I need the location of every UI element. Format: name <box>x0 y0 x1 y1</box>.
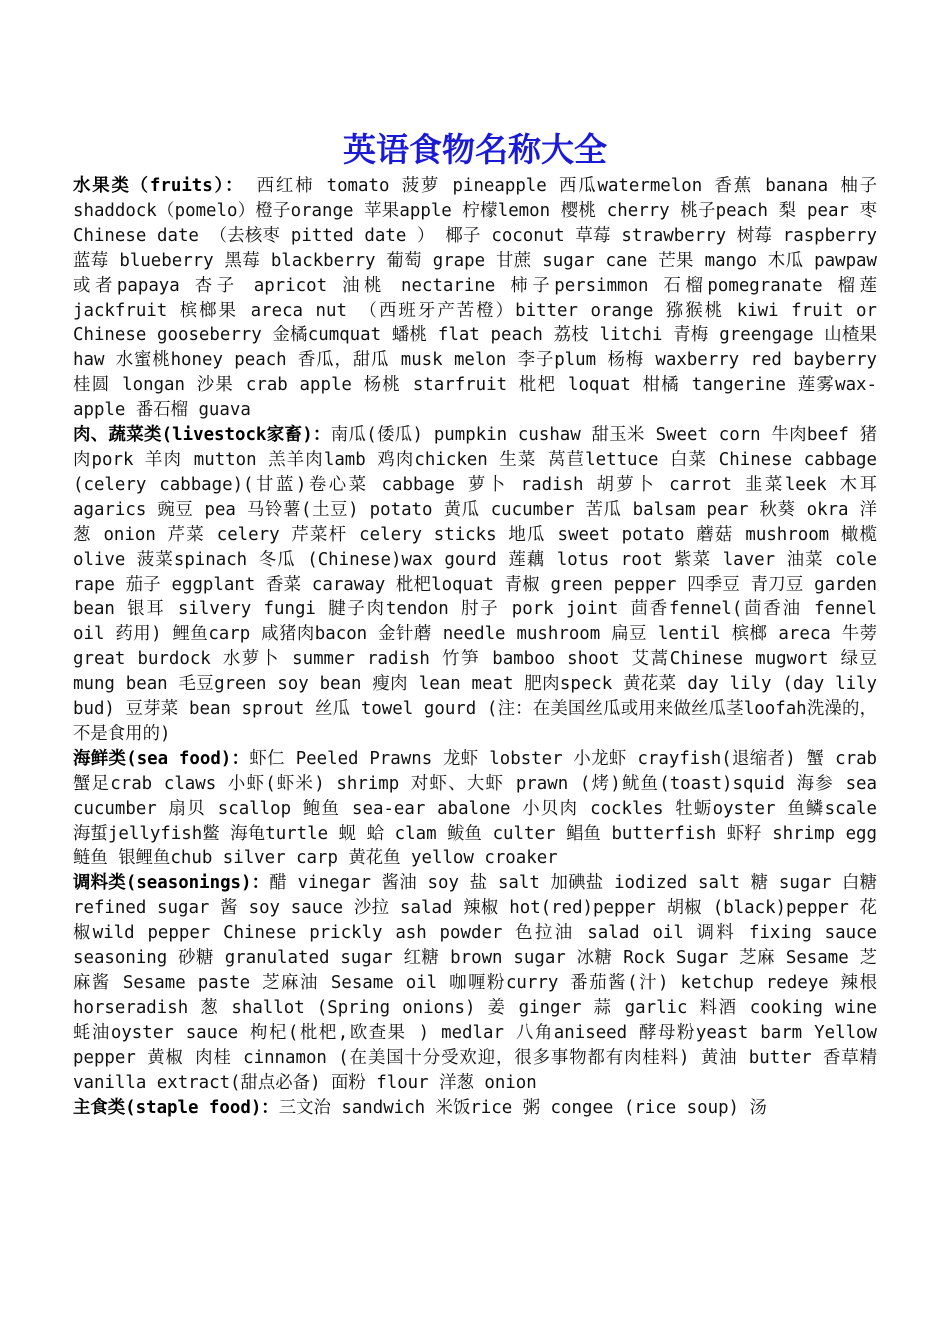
section-text: 虾仁 Peeled Prawns 龙虾 lobster 小龙虾 crayfish(退缩者) 蟹 crab 蟹足crab claws 小虾(虾米) shrimp 对虾、大虾 prawn (烤)鱿鱼(toast)squid 海参 sea cucumber 扇贝 scallop 鲍鱼 sea-ear abalone 小贝肉 cockles 牡蛎oyster 鱼鳞scale 海蜇jellyfish鳖 海龟turtle 蚬 蛤 clam 鲅鱼 culter 鲳鱼 butterfish 虾籽 shrimp egg 鲢鱼 银鲤鱼chub silver carp 黄花鱼 yellow croaker <box>73 748 878 869</box>
section-staple-food <box>73 1096 877 1121</box>
section-heading: 水果类（fruits）： <box>73 176 245 196</box>
document-body <box>73 174 877 1120</box>
section-text: 南瓜(倭瓜) pumpkin cushaw 甜玉米 Sweet corn 牛肉beef 猪肉pork 羊肉 mutton 羔羊肉lamb 鸡肉chicken 生菜 莴苣lettuce 白菜 Chinese cabbage (celery cabbage)(甘蓝)卷心菜 cabbage 萝卜 radish 胡萝卜 carrot 韭菜leek 木耳 agarics 豌豆 pea 马铃薯(土豆) potato 黄瓜 cucumber 苦瓜 balsam pear 秋葵 okra 洋葱 onion 芹菜 celery 芹菜杆 celery sticks 地瓜 sweet potato 蘑菇 mushroom 橄榄 olive 菠菜spinach 冬瓜 (Chinese)wax gourd 莲藕 lotus root 紫菜 laver 油菜 cole rape 茄子 eggplant 香菜 caraway 枇杷loquat 青椒 green pepper 四季豆 青刀豆 garden bean 银耳 silvery fungi 腱子肉tendon 肘子 pork joint 茴香fennel(茴香油 fennel oil 药用) 鲤鱼carp 咸猪肉bacon 金针蘑 needle mushroom 扁豆 lentil 槟榔 areca 牛蒡great burdock 水萝卜 summer radish 竹笋 bamboo shoot 艾蒿Chinese mugwort 绿豆mung bean 毛豆green soy bean 瘦肉 lean meat 肥肉speck 黄花菜 day lily (day lily bud) 豆芽菜 bean sprout 丝瓜 towel gourd (注：在美国丝瓜或用来做丝瓜茎loofah洗澡的，不是食用的) <box>73 425 878 744</box>
section-seasonings <box>73 871 877 1095</box>
section-meat-vegetables <box>73 423 877 747</box>
section-heading: 肉、蔬菜类(livestock家畜)： <box>73 425 331 446</box>
section-fruits <box>73 174 877 423</box>
document-title: 英语食物名称大全 <box>343 130 607 169</box>
section-heading: 海鲜类(sea food)： <box>73 748 250 769</box>
section-heading: 调料类(seasonings)： <box>73 873 270 894</box>
section-seafood <box>73 747 877 872</box>
section-text: 西红柿 tomato 菠萝 pineapple 西瓜watermelon 香蕉 banana 柚子 shaddock（pomelo）橙子orange 苹果apple 柠檬lemon 樱桃 cherry 桃子peach 梨 pear 枣Chinese date （去核枣 pitted date ） 椰子 coconut 草莓 strawberry 树莓 raspberry 蓝莓 blueberry 黑莓 blackberry 葡萄 grape 甘蔗 sugar cane 芒果 mango 木瓜 pawpaw或者papaya 杏子 apricot 油桃 nectarine 柿子persimmon 石榴pomegranate 榴莲 jackfruit 槟榔果 areca nut （西班牙产苦橙）bitter orange 猕猴桃 kiwi fruit or Chinese gooseberry 金橘cumquat 蟠桃 flat peach 荔枝 litchi 青梅 greengage 山楂果 haw 水蜜桃honey peach 香瓜，甜瓜 musk melon 李子plum 杨梅 waxberry red bayberry 桂圆 longan 沙果 crab apple 杨桃 starfruit 枇杷 loquat 柑橘 tangerine 莲雾wax-apple 番石榴 guava <box>73 176 877 421</box>
section-text: 三文治 sandwich 米饭rice 粥 congee (rice soup) 汤 <box>278 1097 767 1118</box>
section-heading: 主食类(staple food)： <box>73 1097 279 1118</box>
section-text: 醋 vinegar 酱油 soy 盐 salt 加碘盐 iodized salt 糖 sugar 白糖 refined sugar 酱 soy sauce 沙拉 salad 辣椒 hot(red)pepper 胡椒 (black)pepper 花椒wild pepper Chinese prickly ash powder 色拉油 salad oil 调料 fixing sauce seasoning 砂糖 granulated sugar 红糖 brown sugar 冰糖 Rock Sugar 芝麻 Sesame 芝麻酱 Sesame paste 芝麻油 Sesame oil 咖喱粉curry 番茄酱(汁) ketchup redeye 辣根horseradish 葱 shallot (Spring onions) 姜 ginger 蒜 garlic 料酒 cooking wine 蚝油oyster sauce 枸杞(枇杷,欧查果 ) medlar 八角aniseed 酵母粉yeast barm Yellow pepper 黄椒 肉桂 cinnamon (在美国十分受欢迎，很多事物都有肉桂料) 黄油 butter 香草精 vanilla extract(甜点必备) 面粉 flour 洋葱 onion <box>73 873 877 1093</box>
